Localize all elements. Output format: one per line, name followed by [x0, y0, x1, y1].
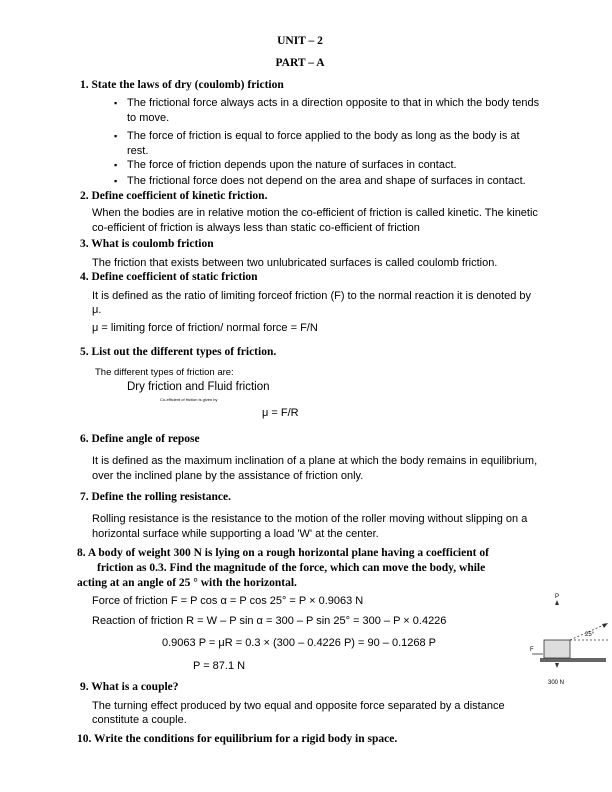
- q2-answer: When the bodies are in relative motion the co-efficient of friction is called kinetic. The kinetic: [92, 207, 538, 219]
- q8-step: Force of friction F = P cos α = P cos 25° = P × 0.9063 N: [92, 595, 364, 607]
- friction-diagram: [530, 588, 610, 688]
- q9-heading: 9. What is a couple?: [80, 681, 179, 693]
- block: [544, 640, 570, 658]
- q8-heading: friction as 0.3. Find the magnitude of the force, which can move the body, while: [97, 562, 486, 574]
- q8-heading: 8. A body of weight 300 N is lying on a rough horizontal plane having a coefficient of: [77, 547, 489, 559]
- q8-result: P = 87.1 N: [193, 660, 246, 672]
- q4-answer: It is defined as the ratio of limiting forceof friction (F) to the normal reaction it is denoted by: [92, 290, 531, 302]
- q8-heading: acting at an angle of 25 ° with the horizontal.: [77, 577, 297, 589]
- q7-answer: horizontal surface while supporting a load 'W' at the center.: [92, 528, 379, 540]
- q1-law: The force of friction is equal to force applied to the body as long as the body is at: [127, 130, 520, 142]
- f-label: F: [530, 647, 534, 653]
- q5-formula: μ = F/R: [262, 407, 299, 419]
- q7-heading: 7. Define the rolling resistance.: [80, 491, 231, 503]
- q8-step: 0.9063 P = μR = 0.3 × (300 – 0.4226 P) = 90 – 0.1268 P: [162, 637, 437, 649]
- q1-law: The force of friction depends upon the nature of surfaces in contact.: [127, 159, 457, 171]
- q3-answer: The friction that exists between two unlubricated surfaces is called coulomb friction.: [92, 257, 498, 269]
- p-label: P: [555, 594, 560, 600]
- arrowhead-icon: [602, 623, 608, 628]
- q1-law: The frictional force always acts in a direction opposite to that in which the body tends: [127, 97, 540, 109]
- q2-answer: co-efficient of friction is always less than static co-efficient of friction: [92, 222, 420, 234]
- q4-formula: μ = limiting force of friction/ normal force = F/N: [92, 322, 318, 334]
- q5-answer: The different types of friction are:: [95, 367, 234, 378]
- q5-small-note: Co-efficient of friction is given by: [160, 397, 218, 402]
- q5-heading: 5. List out the different types of friction.: [80, 346, 277, 358]
- angle-label: 25°: [585, 632, 595, 638]
- q6-heading: 6. Define angle of repose: [80, 433, 200, 445]
- q4-answer: μ.: [92, 304, 102, 316]
- q9-answer: The turning effect produced by two equal and opposite force separated by a distance: [92, 700, 505, 712]
- q3-heading: 3. What is coulomb friction: [80, 238, 214, 250]
- q1-law: The frictional force does not depend on the area and shape of surfaces in contact.: [127, 175, 526, 187]
- bullet-icon: ▪: [114, 160, 118, 170]
- q2-heading: 2. Define coefficient of kinetic friction.: [80, 190, 268, 202]
- q6-answer: over the inclined plane by the assistance of friction only.: [92, 470, 364, 482]
- q1-law: rest.: [127, 145, 149, 157]
- q4-heading: 4. Define coefficient of static friction: [80, 271, 258, 283]
- q5-answer: Dry friction and Fluid friction: [127, 381, 270, 393]
- q10-heading: 10. Write the conditions for equilibrium for a rigid body in space.: [77, 733, 398, 745]
- normal-arrow-icon: [555, 600, 559, 605]
- q8-step: Reaction of friction R = W – P sin α = 300 – P sin 25° = 300 – P × 0.4226: [92, 615, 447, 627]
- weight-label: 300 N: [548, 680, 565, 686]
- bullet-icon: ▪: [114, 98, 118, 108]
- weight-arrow-icon: [555, 663, 559, 668]
- q1-law: to move.: [127, 112, 170, 124]
- bullet-icon: ▪: [114, 131, 118, 141]
- q1-heading: 1. State the laws of dry (coulomb) friction: [80, 79, 284, 91]
- unit-title: UNIT – 2: [277, 35, 323, 47]
- q7-answer: Rolling resistance is the resistance to the motion of the roller moving without slipping on a: [92, 513, 528, 525]
- q9-answer: constitute a couple.: [92, 714, 187, 726]
- q6-answer: It is defined as the maximum inclination of a plane at which the body remains in equilibrium,: [92, 455, 538, 467]
- part-title: PART – A: [275, 57, 325, 69]
- ground-surface: [540, 658, 606, 662]
- bullet-icon: ▪: [114, 176, 118, 186]
